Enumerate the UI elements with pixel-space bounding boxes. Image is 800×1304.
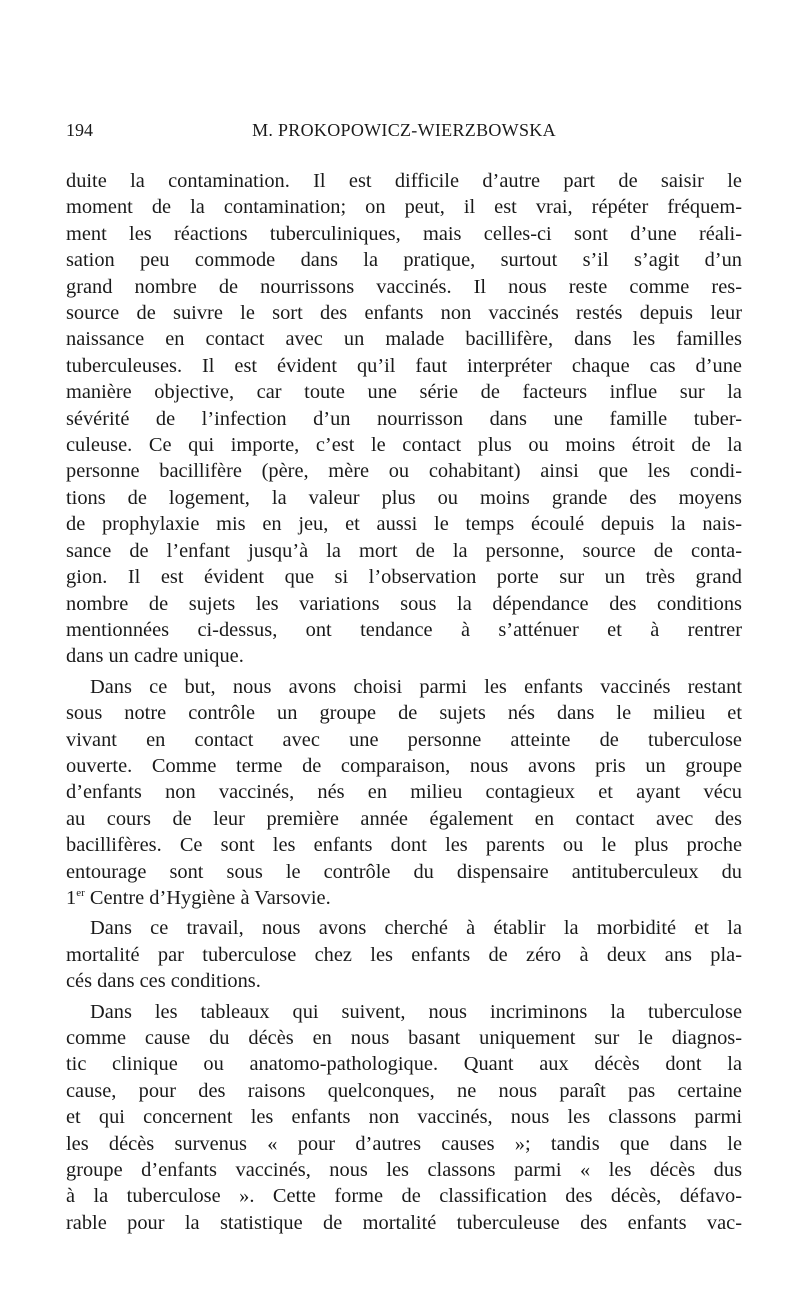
text-line: duite la contamination. Il est difficile d’autre part de saisir le — [66, 170, 742, 192]
text-line: culeuse. Ce qui importe, c’est le contact plus ou moins étroit de la — [66, 434, 742, 457]
text-line: mentionnées ci-dessus, ont tendance à s’atténuer et à rentrer — [66, 618, 742, 641]
text-line — [66, 885, 742, 911]
text-line: les décès survenus « pour d’autres causes »; tandis que dans le — [66, 1132, 742, 1155]
text-line: source de suivre le sort des enfants non vaccinés restés depuis leur — [66, 302, 742, 325]
text-line: nombre de sujets les variations sous la dépendance des conditions — [66, 592, 742, 615]
text-line: comme cause du décès en nous basant uniquement sur le diagnos- — [66, 1027, 742, 1049]
text-line: Dans ce but, nous avons choisi parmi les enfants vaccinés restant — [90, 675, 742, 698]
text-line: cause, pour des raisons quelconques, ne nous paraît pas certaine — [66, 1079, 742, 1102]
text-line: ment les réactions tuberculiniques, mais celles-ci sont d’une réali- — [66, 222, 742, 245]
text-line: naissance en contact avec un malade bacillifère, dans les familles — [66, 328, 742, 351]
text-line: Dans les tableaux qui suivent, nous incriminons la tuberculose — [90, 1000, 742, 1023]
text-line: dans un cadre unique. — [66, 645, 244, 668]
body-text — [66, 168, 742, 1240]
paragraph-1 — [66, 168, 742, 670]
page-header — [66, 120, 742, 144]
ordinal-suffix: er — [76, 887, 85, 900]
paragraph-2 — [66, 674, 742, 912]
ordinal-number: 1 — [66, 886, 77, 909]
text-line: de prophylaxie mis en jeu, et aussi le temps écoulé depuis la nais- — [66, 513, 742, 536]
text-line: d’enfants non vaccinés, nés en milieu contagieux et ayant vécu — [66, 781, 742, 804]
text-line: et qui concernent les enfants non vaccinés, nous les classons parmi — [66, 1106, 742, 1129]
text-line: rable pour la statistique de mortalité tuberculeuse des enfants vac- — [66, 1211, 742, 1234]
text-line: personne bacillifère (père, mère ou cohabitant) ainsi que les condi- — [66, 460, 742, 483]
text-line: mortalité par tuberculose chez les enfants de zéro à deux ans pla- — [66, 943, 742, 966]
text-line: sous notre contrôle un groupe de sujets nés dans le milieu et — [66, 702, 742, 725]
text-line: sévérité de l’infection d’un nourrisson dans une famille tuber- — [66, 407, 742, 430]
text-line: au cours de leur première année également en contact avec des — [66, 807, 742, 830]
text-line: sance de l’enfant jusqu’à la mort de la personne, source de conta- — [66, 539, 742, 562]
text-line: à la tuberculose ». Cette forme de classification des décès, défavo- — [66, 1185, 742, 1208]
text-line: tic clinique ou anatomo-pathologique. Quant aux décès dont la — [66, 1053, 742, 1076]
text-line: tions de logement, la valeur plus ou moins grande des moyens — [66, 486, 742, 509]
text-line: moment de la contamination; on peut, il est vrai, répéter fréquem- — [66, 196, 742, 219]
text-line-rest: Centre d’Hygiène à Varsovie. — [84, 886, 331, 909]
text-line: groupe d’enfants vaccinés, nous les classons parmi « les décès dus — [66, 1159, 742, 1182]
paragraph-3 — [66, 915, 742, 994]
text-line: tuberculeuses. Il est évident qu’il faut interpréter chaque cas d’une — [66, 354, 742, 377]
text-line: ouverte. Comme terme de comparaison, nous avons pris un groupe — [66, 754, 742, 777]
text-line: sation peu commode dans la pratique, surtout s’il s’agit d’un — [66, 249, 742, 272]
text-line: Dans ce travail, nous avons cherché à établir la morbidité et la — [90, 917, 742, 940]
paragraph-4 — [66, 999, 742, 1237]
text-line: bacillifères. Ce sont les enfants dont les parents ou le plus proche — [66, 834, 742, 857]
text-line: gion. Il est évident que si l’observation porte sur un très grand — [66, 566, 742, 589]
text-line: manière objective, car toute une série de facteurs influe sur la — [66, 381, 742, 404]
text-line: cés dans ces conditions. — [66, 970, 261, 993]
running-head: M. PROKOPOWICZ-WIERZBOWSKA — [252, 120, 556, 140]
text-line: entourage sont sous le contrôle du dispensaire antituberculeux du — [66, 860, 742, 883]
text-line: grand nombre de nourrissons vaccinés. Il nous reste comme res- — [66, 275, 742, 298]
page-number: 194 — [66, 120, 93, 140]
text-line: vivant en contact avec une personne atteinte de tuberculose — [66, 728, 742, 751]
